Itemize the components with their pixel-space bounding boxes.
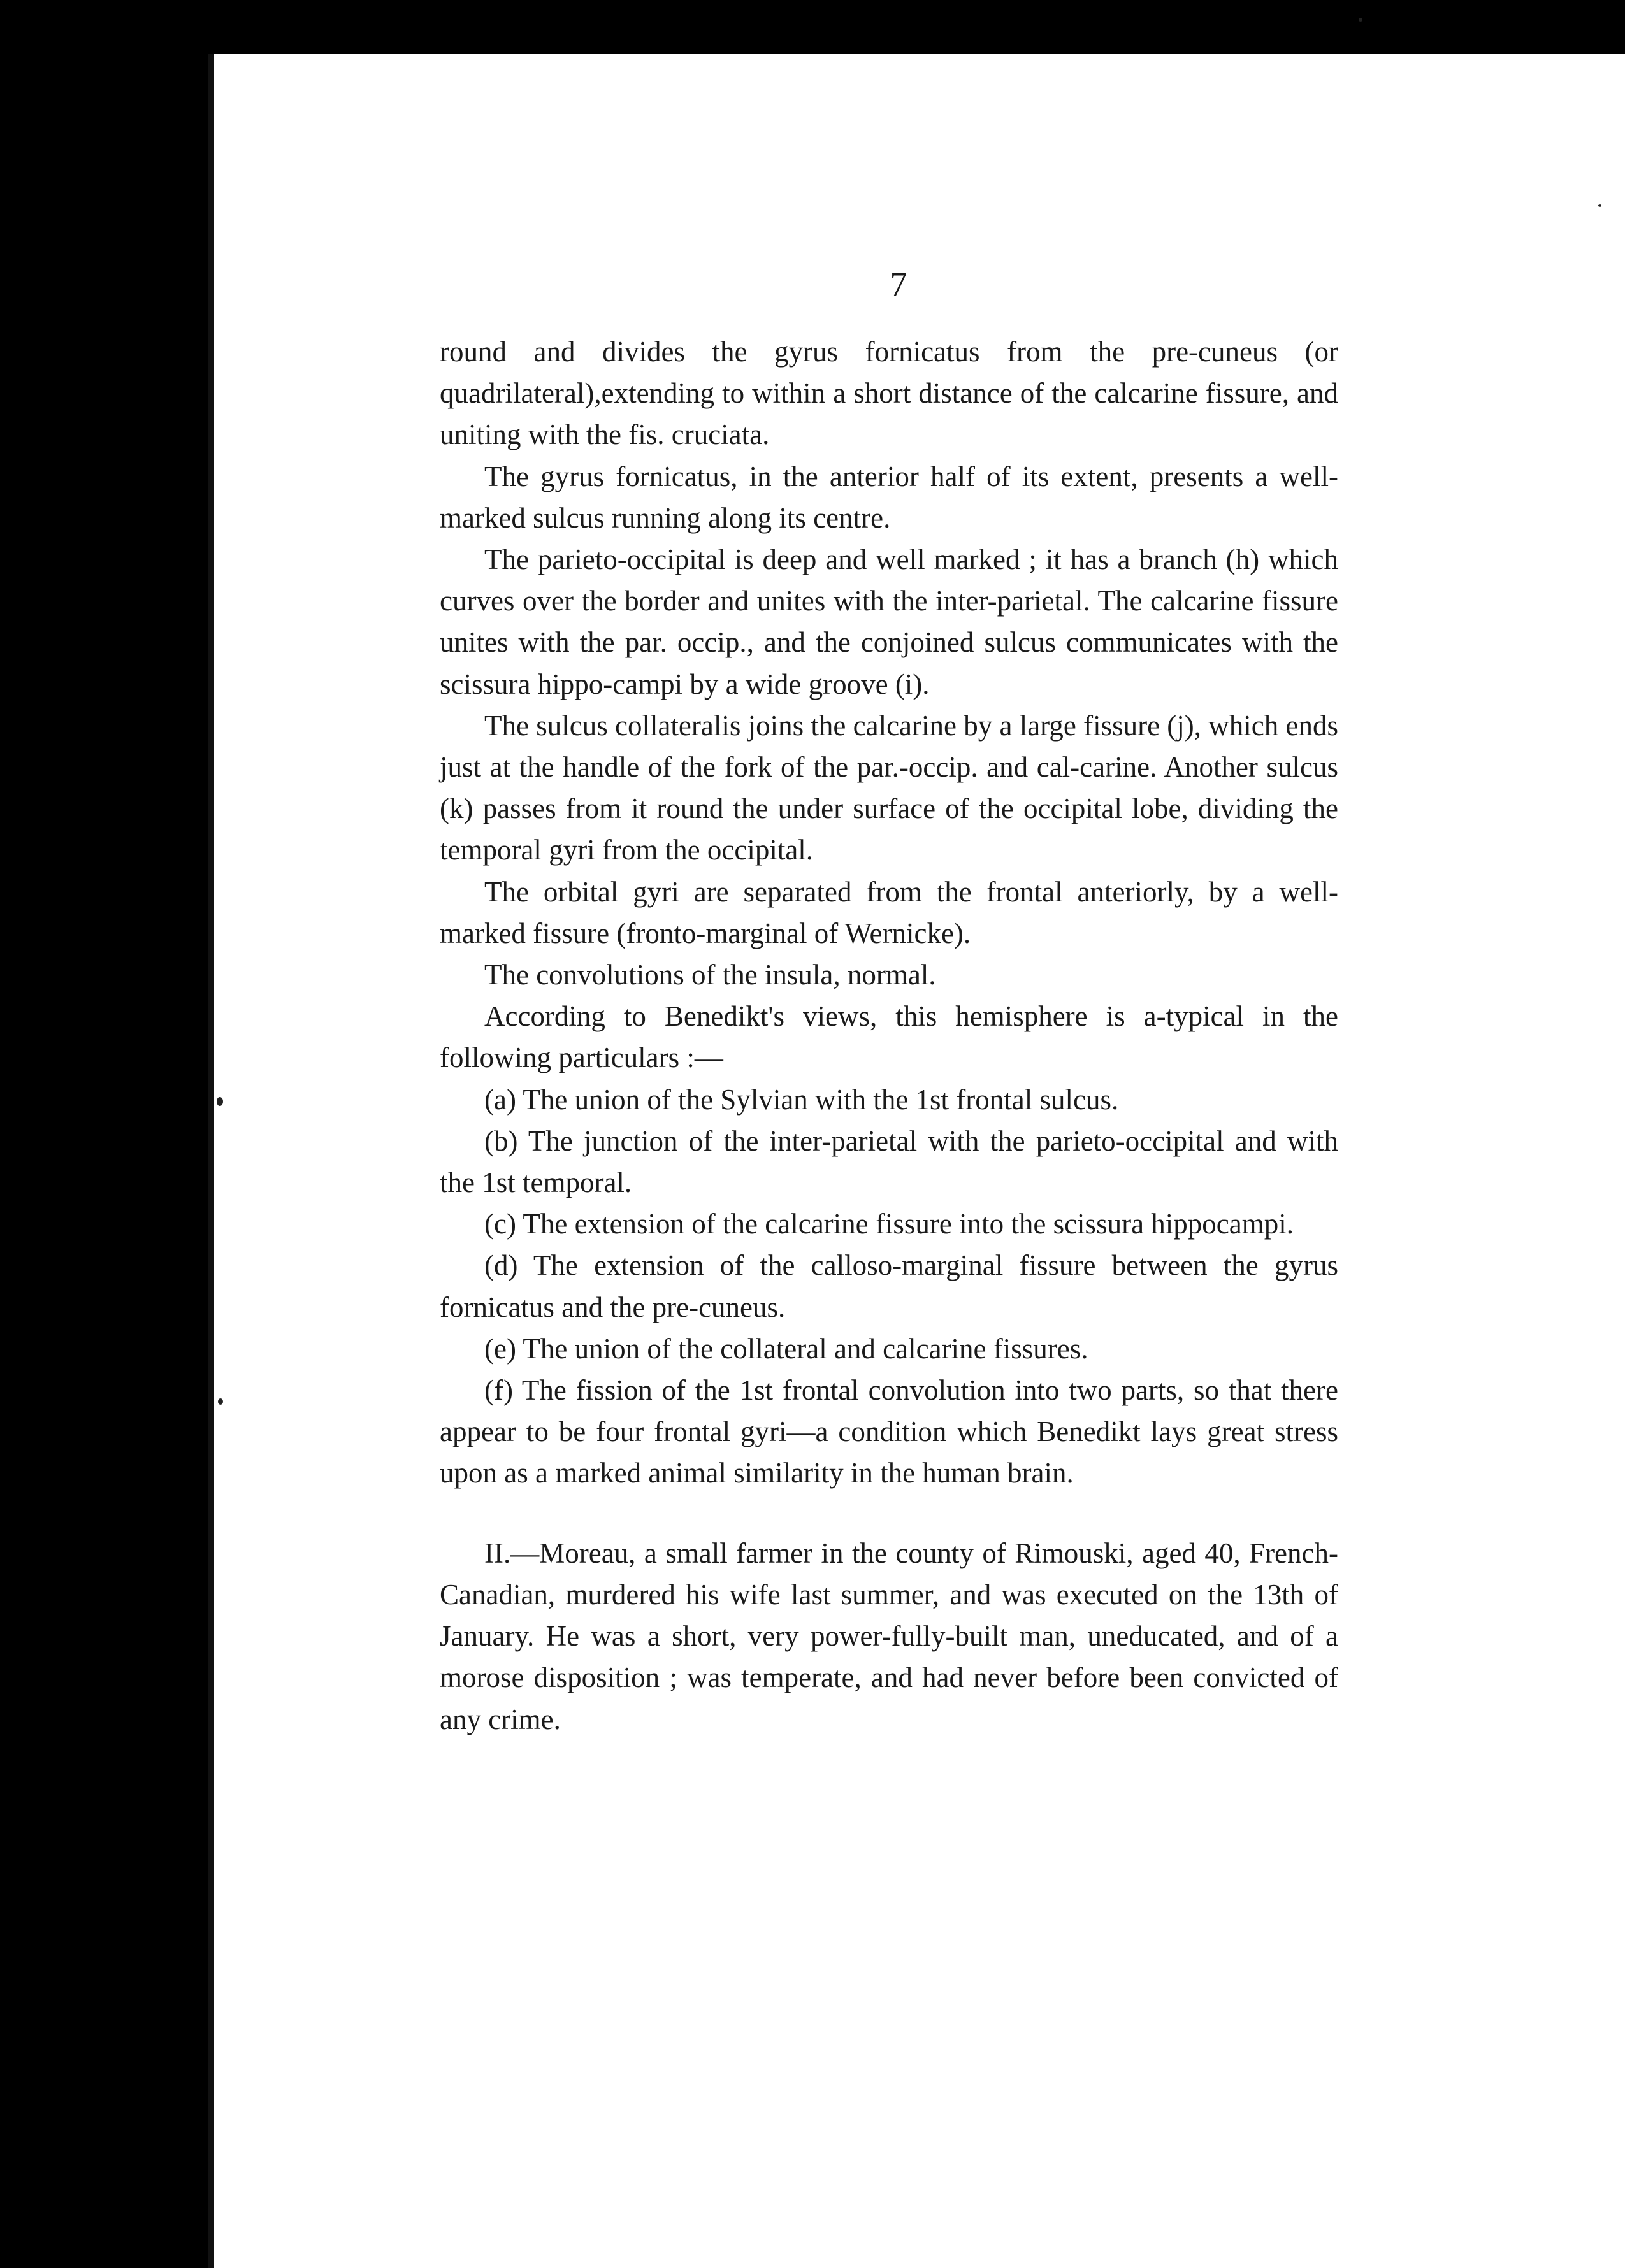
list-item: (f) The fission of the 1st frontal convolution into two parts, so that there appear to be four frontal gyri—a condition which Benedikt lays great stress upon as a marked animal similarity in the human brain. xyxy=(440,1374,1338,1489)
scan-speck xyxy=(217,1097,223,1106)
paragraph: round and divides the gyrus fornicatus from the pre-cuneus (or quadrilateral),extending to within a short distance of the calcarine fissure, and uniting with the fis. cruciata. xyxy=(440,336,1338,451)
paragraph: The sulcus collateralis joins the calcarine by a large fissure (j), which ends just at the handle of the fork of the par.-occip. and cal-carine. Another sulcus (k) passes from it round the under surface of the occipital lobe, dividing the temporal gyri from the occipital. xyxy=(440,709,1338,866)
paragraph: According to Benedikt's views, this hemisphere is a-typical in the following particulars :— xyxy=(440,1000,1338,1074)
scan-speck xyxy=(218,1398,223,1405)
paragraph: The convolutions of the insula, normal. xyxy=(484,959,936,991)
body-text xyxy=(440,331,1338,1740)
binding-edge xyxy=(208,54,214,2268)
list-item: (c) The extension of the calcarine fissure into the scissura hippocampi. xyxy=(484,1208,1294,1240)
paragraph: The parieto-occipital is deep and well marked ; it has a branch (h) which curves over the border and unites with the inter-parietal. The calcarine fissure unites with the par. occip., and the conjoined sulcus communicates with the scissura hippo-campi by a wide groove (i). xyxy=(440,543,1338,700)
list-item: (b) The junction of the inter-parietal with the parieto-occipital and with the 1st temporal. xyxy=(440,1124,1338,1199)
list-item: (d) The extension of the calloso-marginal fissure between the gyrus fornicatus and the pre-cuneus. xyxy=(440,1249,1338,1323)
scan-speck xyxy=(1359,18,1362,22)
paragraph: The orbital gyri are separated from the frontal anteriorly, by a well-marked fissure (fronto-marginal of Wernicke). xyxy=(440,875,1338,949)
paragraph: The gyrus fornicatus, in the anterior half of its extent, presents a well-marked sulcus running along its centre. xyxy=(440,460,1338,534)
page-number: 7 xyxy=(890,265,907,303)
scan-speck xyxy=(1598,204,1601,207)
list-item: (e) The union of the collateral and calcarine fissures. xyxy=(484,1332,1088,1365)
list-item: (a) The union of the Sylvian with the 1st frontal sulcus. xyxy=(484,1083,1119,1116)
paragraph: II.—Moreau, a small farmer in the county of Rimouski, aged 40, French-Canadian, murdered his wife last summer, and was executed on the 13th of January. He was a short, very power-fully-built man, uneducated, and of a morose disposition ; was temperate, and had never before been convicted of any crime. xyxy=(440,1537,1338,1735)
